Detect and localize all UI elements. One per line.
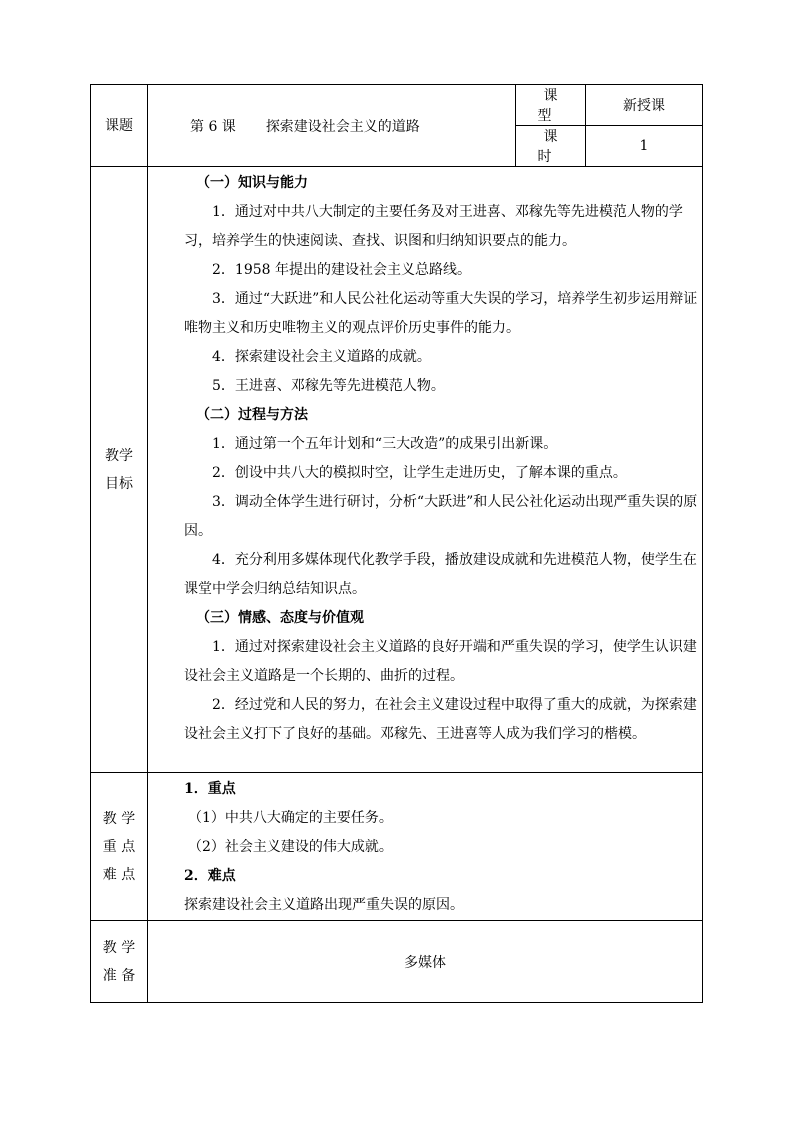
lesson-number: 第 6 课 — [190, 118, 236, 135]
list-item: 3．调动全体学生进行研讨，分析“大跃进”和人民公社化运动出现严重失误的原因。 — [184, 494, 698, 539]
difficulty-text: 探索建设社会主义道路出现严重失误的原因。 — [184, 897, 464, 913]
list-item: 3．通过“大跃进”和人民公社化运动等重大失误的学习，培养学生初步运用辩证唯物主义和历史唯物主义的观点评价历史事件的能力。 — [184, 291, 698, 336]
key-points-content — [148, 773, 703, 921]
list-item: 5．王进喜、邓稼先等先进模范人物。 — [212, 378, 445, 394]
key-points-label: 教 学 重 点 难 点 — [91, 773, 148, 921]
type-label: 课 型 — [516, 85, 586, 126]
list-item: 4．充分利用多媒体现代化教学手段，播放建设成就和先进模范人物，使学生在课堂中学会归纳总结知识点。 — [184, 552, 697, 597]
preparation-label: 教 学 准 备 — [91, 921, 148, 1003]
list-item: 1．通过第一个五年计划和“三大改造”的成果引出新课。 — [212, 436, 558, 452]
lesson-plan-table — [90, 84, 703, 1003]
list-item: 2．经过党和人民的努力，在社会主义建设过程中取得了重大的成就，为探索建设社会主义打下了良好的基础。邓稼先、王进喜等人成为我们学习的楷模。 — [184, 697, 697, 742]
lesson-title-text: 探索建设社会主义的道路 — [265, 118, 420, 135]
focus-title: 1．重点 — [184, 781, 236, 797]
list-item: 2．创设中共八大的模拟时空，让学生走进历史，了解本课的重点。 — [212, 465, 627, 481]
list-item: 1．通过对探索建设社会主义道路的良好开端和严重失误的学习，使学生认识建设社会主义道路是一个长期的、曲折的过程。 — [184, 639, 697, 684]
lesson-title — [148, 85, 516, 167]
difficulty-title: 2．难点 — [184, 868, 236, 884]
preparation-value: 多媒体 — [148, 921, 703, 1003]
section-title: （二）过程与方法 — [196, 407, 308, 423]
section-title: （一）知识与能力 — [196, 175, 308, 191]
objectives-content — [148, 167, 703, 773]
topic-label: 课题 — [91, 85, 148, 167]
list-item: 4．探索建设社会主义道路的成就。 — [212, 349, 431, 365]
hours-value: 1 — [586, 126, 703, 167]
list-item: （2）社会主义建设的伟大成就。 — [188, 839, 393, 855]
list-item: 2．1958 年提出的建设社会主义总路线。 — [212, 262, 471, 278]
type-value: 新授课 — [586, 85, 703, 126]
section-title: （三）情感、态度与价值观 — [196, 610, 364, 626]
list-item: （1）中共八大确定的主要任务。 — [188, 810, 393, 826]
objectives-label: 教学 目标 — [91, 167, 148, 773]
hours-label: 课 时 — [516, 126, 586, 167]
list-item: 1．通过对中共八大制定的主要任务及对王进喜、邓稼先等先进模范人物的学习，培养学生的快速阅读、查找、识图和归纳知识要点的能力。 — [184, 204, 683, 249]
